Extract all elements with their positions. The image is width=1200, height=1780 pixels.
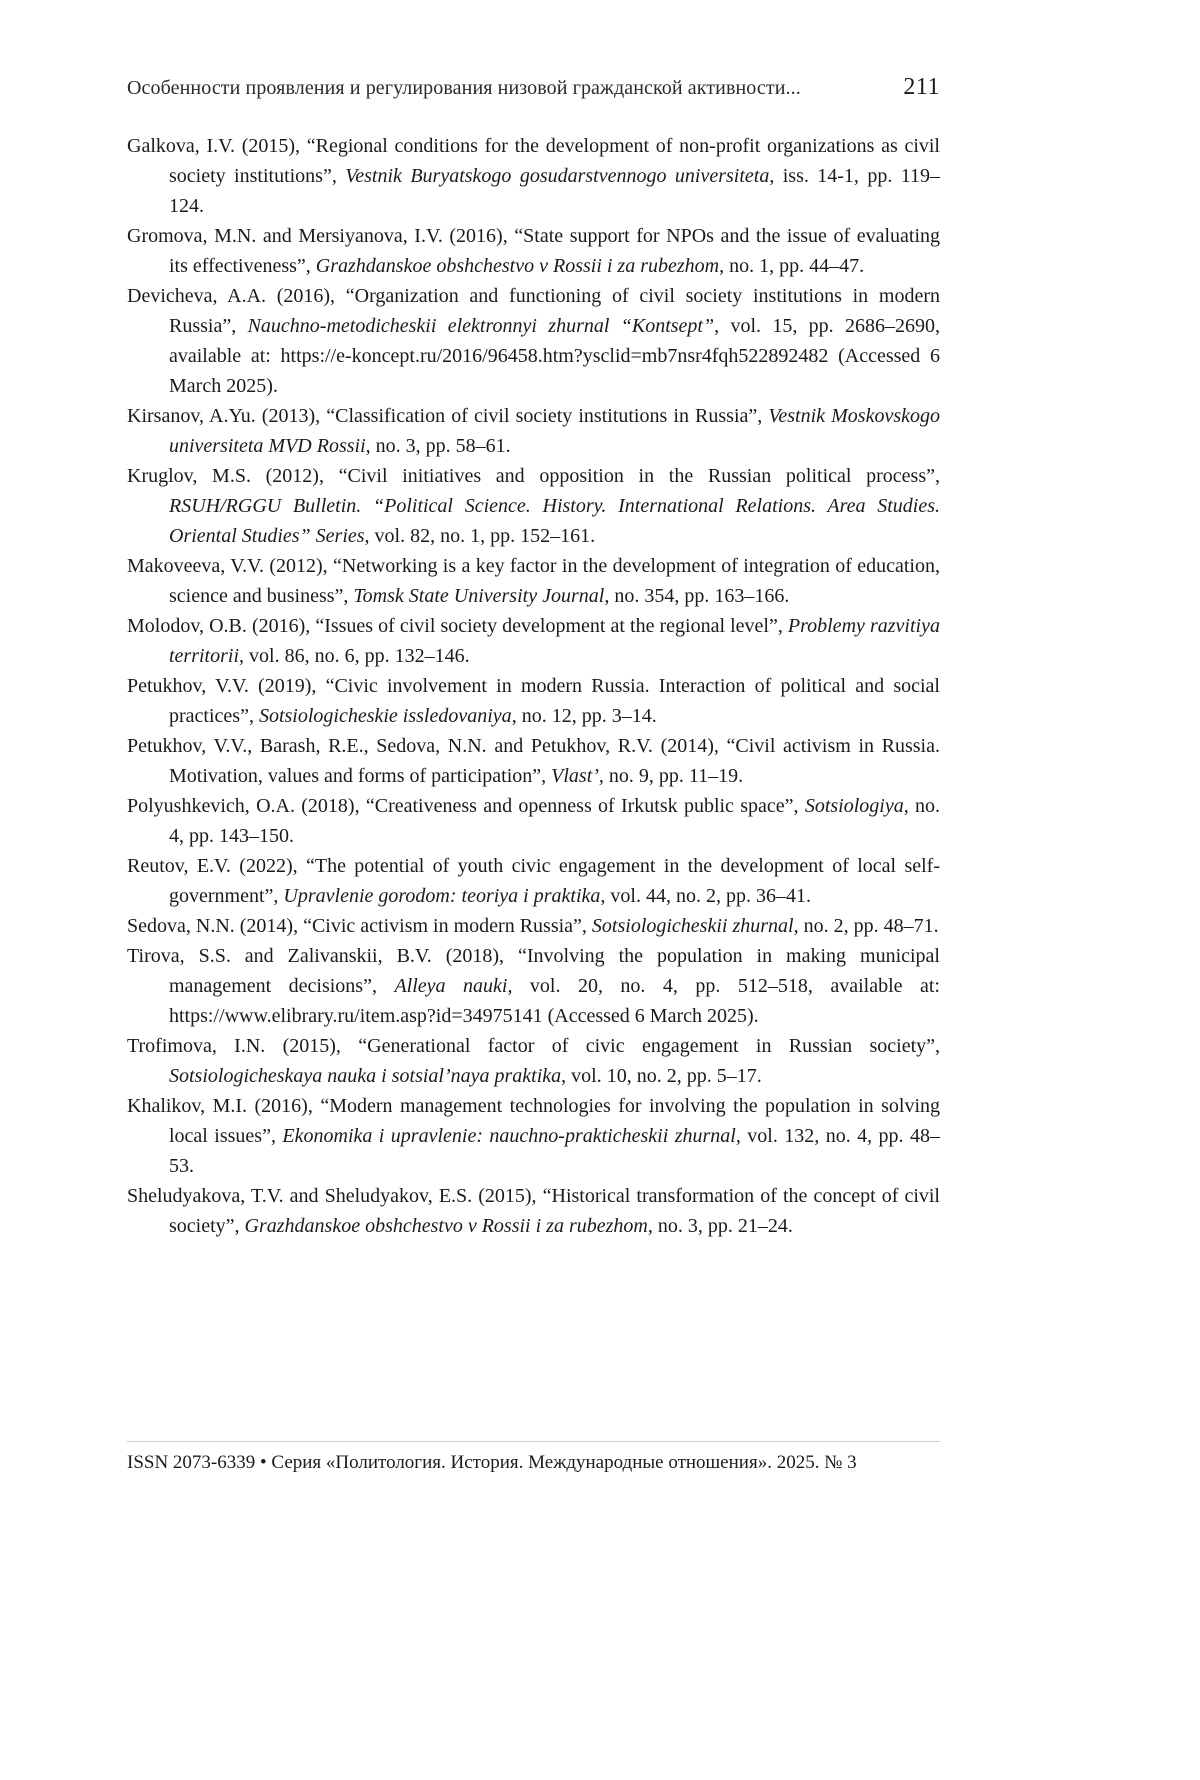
reference-text: , no. 3, pp. 21–24.: [647, 1215, 793, 1237]
reference-text: Petukhov, V.V. (2019), “Civic involvement in modern Russia. Interaction of political and social practices”,: [127, 675, 940, 727]
reference-text: Molodov, O.B. (2016), “Issues of civil society development at the regional level”,: [127, 615, 788, 637]
reference-source-title: Sotsiologicheskii zhurnal: [591, 915, 794, 937]
page-header: [127, 74, 940, 101]
reference-text: , no. 12, pp. 3–14.: [511, 705, 657, 727]
reference-entry: [127, 671, 940, 731]
reference-source-title: Grazhdanskoe obshchestvo v Rossii i za rubezhom: [244, 1215, 648, 1237]
reference-entry: [127, 941, 940, 1031]
reference-text: Devicheva, A.A. (2016), “Organization and functioning of civil society institutions in modern Russia”,: [127, 285, 940, 337]
reference-entry: [127, 131, 940, 221]
reference-source-title: Problemy razvitiya territorii: [169, 615, 940, 667]
reference-entry: [127, 1091, 940, 1181]
reference-entry: [127, 221, 940, 281]
reference-entry: [127, 551, 940, 611]
reference-text: , no. 3, pp. 58–61.: [365, 435, 511, 457]
reference-text: , vol. 132, no. 4, pp. 48–53.: [169, 1125, 940, 1177]
reference-text: , no. 354, pp. 163–166.: [604, 585, 790, 607]
reference-entry: [127, 461, 940, 551]
reference-source-title: Vestnik Buryatskogo gosudarstvennogo universiteta: [345, 165, 770, 187]
footer-text: ISSN 2073-6339 • Серия «Политология. История. Международные отношения». 2025. № 3: [127, 1452, 857, 1473]
running-title: Особенности проявления и регулирования низовой гражданской активности...: [127, 77, 801, 99]
reference-text: Gromova, M.N. and Mersiyanova, I.V. (2016), “State support for NPOs and the issue of evaluating its effectiveness”,: [127, 225, 940, 277]
reference-text: Kruglov, M.S. (2012), “Civil initiatives and opposition in the Russian political process”,: [127, 465, 940, 487]
reference-source-title: Tomsk State University Journal: [353, 585, 605, 607]
reference-text: Trofimova, I.N. (2015), “Generational factor of civic engagement in Russian society”,: [127, 1035, 940, 1057]
reference-entry: [127, 281, 940, 401]
reference-entry: [127, 911, 940, 941]
reference-text: Tirova, S.S. and Zalivanskii, B.V. (2018), “Involving the population in making municipal management decisions”,: [127, 945, 940, 997]
references-list: [127, 131, 940, 1241]
reference-text: Galkova, I.V. (2015), “Regional conditions for the development of non-profit organizations as civil society institutions”,: [127, 135, 940, 187]
reference-source-title: Sotsiologiya: [804, 795, 904, 817]
reference-source-title: Upravlenie gorodom: teoriya i praktika: [283, 885, 601, 907]
reference-source-title: Sotsiologicheskaya nauka i sotsial’naya praktika: [169, 1065, 562, 1087]
reference-text: , vol. 86, no. 6, pp. 132–146.: [239, 645, 470, 667]
reference-text: , vol. 20, no. 4, pp. 512–518, available at: https://www.elibrary.ru/item.asp?id=34975141 (Accessed 6 March 2025).: [169, 975, 940, 1027]
reference-source-title: Alleya nauki: [394, 975, 508, 997]
reference-text: , iss. 14-1, pp. 119–124.: [169, 165, 941, 217]
reference-text: Polyushkevich, O.A. (2018), “Creativeness and openness of Irkutsk public space”,: [127, 795, 805, 817]
reference-text: , no. 9, pp. 11–19.: [598, 765, 744, 787]
reference-entry: [127, 1031, 940, 1091]
reference-entry: [127, 1181, 940, 1241]
page-number: 211: [903, 74, 940, 100]
reference-text: Reutov, E.V. (2022), “The potential of youth civic engagement in the development of local self-government”,: [127, 855, 940, 907]
reference-entry: [127, 851, 940, 911]
reference-source-title: Grazhdanskoe obshchestvo v Rossii i za rubezhom: [315, 255, 720, 277]
reference-text: Kirsanov, A.Yu. (2013), “Classification of civil society institutions in Russia”,: [127, 405, 769, 427]
reference-text: Petukhov, V.V., Barash, R.E., Sedova, N.N. and Petukhov, R.V. (2014), “Civil activism in Russia. Motivation, values and forms of participation”,: [127, 735, 940, 787]
reference-source-title: Sotsiologicheskie issledovaniya: [258, 705, 512, 727]
reference-text: , vol. 82, no. 1, pp. 152–161.: [364, 525, 596, 547]
reference-text: Khalikov, M.I. (2016), “Modern management technologies for involving the population in solving local issues”,: [127, 1095, 940, 1147]
reference-text: , vol. 10, no. 2, pp. 5–17.: [561, 1065, 762, 1087]
reference-text: Sedova, N.N. (2014), “Civic activism in modern Russia”,: [127, 915, 592, 937]
reference-entry: [127, 731, 940, 791]
reference-source-title: Vestnik Moskovskogo universiteta MVD Rossii: [169, 405, 940, 457]
reference-source-title: RSUH/RGGU Bulletin. “Political Science. History. International Relations. Area Studies. Oriental Studies” Series: [169, 495, 940, 547]
reference-text: , no. 1, pp. 44–47.: [719, 255, 865, 277]
reference-text: Sheludyakova, T.V. and Sheludyakov, E.S. (2015), “Historical transformation of the concept of civil society”,: [127, 1185, 940, 1237]
reference-source-title: Vlast’: [551, 765, 599, 787]
page-footer: [127, 1441, 940, 1474]
reference-source-title: Nauchno-metodicheskii elektronnyi zhurnal “Kontsept”: [247, 315, 715, 337]
reference-entry: [127, 791, 940, 851]
reference-text: , vol. 44, no. 2, pp. 36–41.: [600, 885, 811, 907]
reference-text: , no. 2, pp. 48–71.: [793, 915, 939, 937]
reference-text: , no. 4, pp. 143–150.: [169, 795, 940, 847]
reference-text: Makoveeva, V.V. (2012), “Networking is a key factor in the development of integration of education, science and business”,: [127, 555, 940, 607]
reference-entry: [127, 611, 940, 671]
reference-source-title: Ekonomika i upravlenie: nauchno-prakticheskii zhurnal: [282, 1125, 736, 1147]
reference-entry: [127, 401, 940, 461]
reference-text: , vol. 15, pp. 2686–2690, available at: https://e-koncept.ru/2016/96458.htm?ysclid=mb7nsr4fqh522892482 (Accessed 6 March 2025).: [169, 315, 941, 397]
